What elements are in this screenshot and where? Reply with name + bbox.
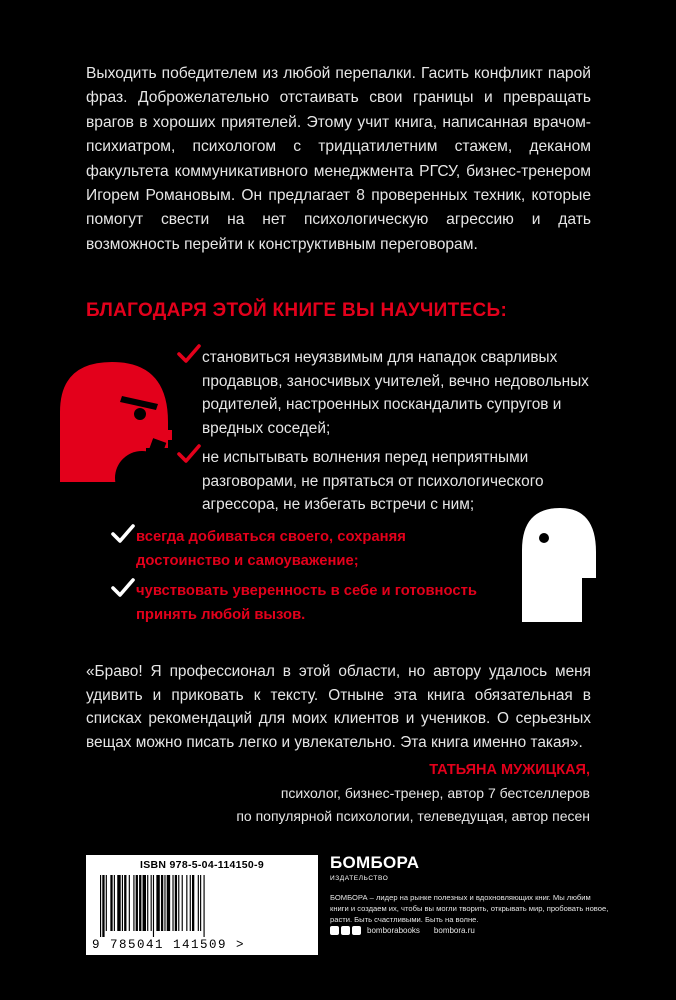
barcode-bar: [129, 875, 130, 931]
learn-bullet: [176, 446, 596, 517]
instagram-icon: [352, 926, 361, 935]
social-links: [330, 926, 475, 935]
isbn-label: ISBN 978-5-04-114150-9: [140, 859, 264, 871]
barcode-bar: [102, 875, 104, 937]
publisher-subtitle: ИЗДАТЕЛЬСТВО: [330, 875, 389, 882]
quote-author-role: психолог, бизнес-тренер, автор 7 бестселлеров: [280, 785, 590, 801]
barcode-bar: [106, 875, 107, 931]
publisher-site: bombora.ru: [433, 926, 475, 935]
barcode-bar: [110, 875, 112, 931]
barcode-bar: [136, 875, 138, 931]
bullet-text: становиться неуязвимым для нападок сварливых продавцов, заносчивых учителей, вечно недовольных родителей, настроенных поскандалить супругов и вредных соседей;: [202, 349, 589, 437]
barcode-bar: [161, 875, 163, 931]
barcode-bar: [139, 875, 141, 931]
bullet-text: всегда добиваться своего, сохраняя достоинство и самоуважение;: [136, 529, 406, 569]
checkmark-icon: [176, 343, 202, 365]
review-quote: «Браво! Я профессионал в этой области, но автору удалось меня удивить и приковать к тексту. Отныне эта книга обязательная в списках рекомендаций для моих клиентов и учеников. О серьезных вещах можно писать легко и увлекательно. Эта книга именно такая».: [86, 663, 591, 751]
publisher-logo: БОМБОРА: [330, 853, 420, 872]
publisher-description: БОМБОРА – лидер на рынке полезных и вдохновляющих книг. Мы любим книги и создаем их, чтобы вы могли творить, открывать мир, пробовать новое, расти. Быть счастливыми. Быть на волне.: [330, 893, 609, 925]
barcode-bar: [133, 875, 134, 931]
learn-heading: БЛАГОДАРЯ ЭТОЙ КНИГЕ ВЫ НАУЧИТЕСЬ:: [86, 300, 508, 321]
quote-author: ТАТЬЯНА МУЖИЦКАЯ,: [429, 762, 590, 778]
barcode-bar: [164, 875, 165, 931]
barcode: [86, 855, 318, 955]
barcode-bar: [190, 875, 191, 931]
barcode-bar: [192, 875, 194, 931]
barcode-bar: [200, 875, 201, 931]
barcode-bar: [151, 875, 152, 931]
barcode-bar: [153, 875, 154, 937]
barcode-bar: [117, 875, 120, 931]
quote-author-role: по популярной психологии, телеведущая, автор песен: [236, 808, 590, 824]
barcode-bar: [147, 875, 148, 931]
barcode-bar: [182, 875, 183, 931]
barcode-bar: [198, 875, 199, 931]
barcode-bar: [124, 875, 126, 931]
learn-bullet: [110, 526, 500, 573]
barcode-bar: [100, 875, 101, 937]
barcode-bar: [167, 875, 170, 931]
checkmark-icon: [176, 443, 202, 465]
bullet-text: чувствовать уверенность в себе и готовность принять любой вызов.: [136, 583, 477, 623]
barcode-bar: [175, 875, 177, 931]
vk-icon: [341, 926, 350, 935]
learn-bullet: [110, 580, 500, 627]
facebook-icon: [330, 926, 339, 935]
barcode-bar: [143, 875, 146, 931]
barcode-bar: [178, 875, 179, 931]
checkmark-icon: [110, 523, 136, 545]
social-handle: bomborabooks: [367, 926, 420, 935]
barcode-bar: [122, 875, 123, 931]
learn-bullet: [176, 346, 596, 440]
barcode-bar: [204, 875, 205, 937]
bomb-icon: [100, 420, 180, 510]
intro-paragraph: Выходить победителем из любой перепалки. Гасить конфликт парой фраз. Доброжелательно отстаивать свои границы и превращать врагов в хороших приятелей. Этому учит книга, написанная врачом-психиатром, психологом с тридцатилетним стажем, деканом факультета коммуникативного менеджмента РГСУ, бизнес-тренером Игорем Романовым. Он предлагает 8 проверенных техник, которые помогут свести на нет психологическую агрессию и дать возможность перейти к конструктивным переговорам.: [86, 65, 591, 253]
barcode-bar: [156, 875, 159, 931]
barcode-bar: [114, 875, 115, 931]
barcode-bar: [172, 875, 173, 931]
barcode-bars: [98, 875, 306, 937]
barcode-bar: [186, 875, 187, 931]
ean-digits: 9 785041 141509 >: [92, 938, 246, 952]
bullet-text: не испытывать волнения перед неприятными разговорами, не прятаться от психологического агрессора, не избегать встречи с ним;: [202, 449, 544, 514]
checkmark-icon: [110, 577, 136, 599]
